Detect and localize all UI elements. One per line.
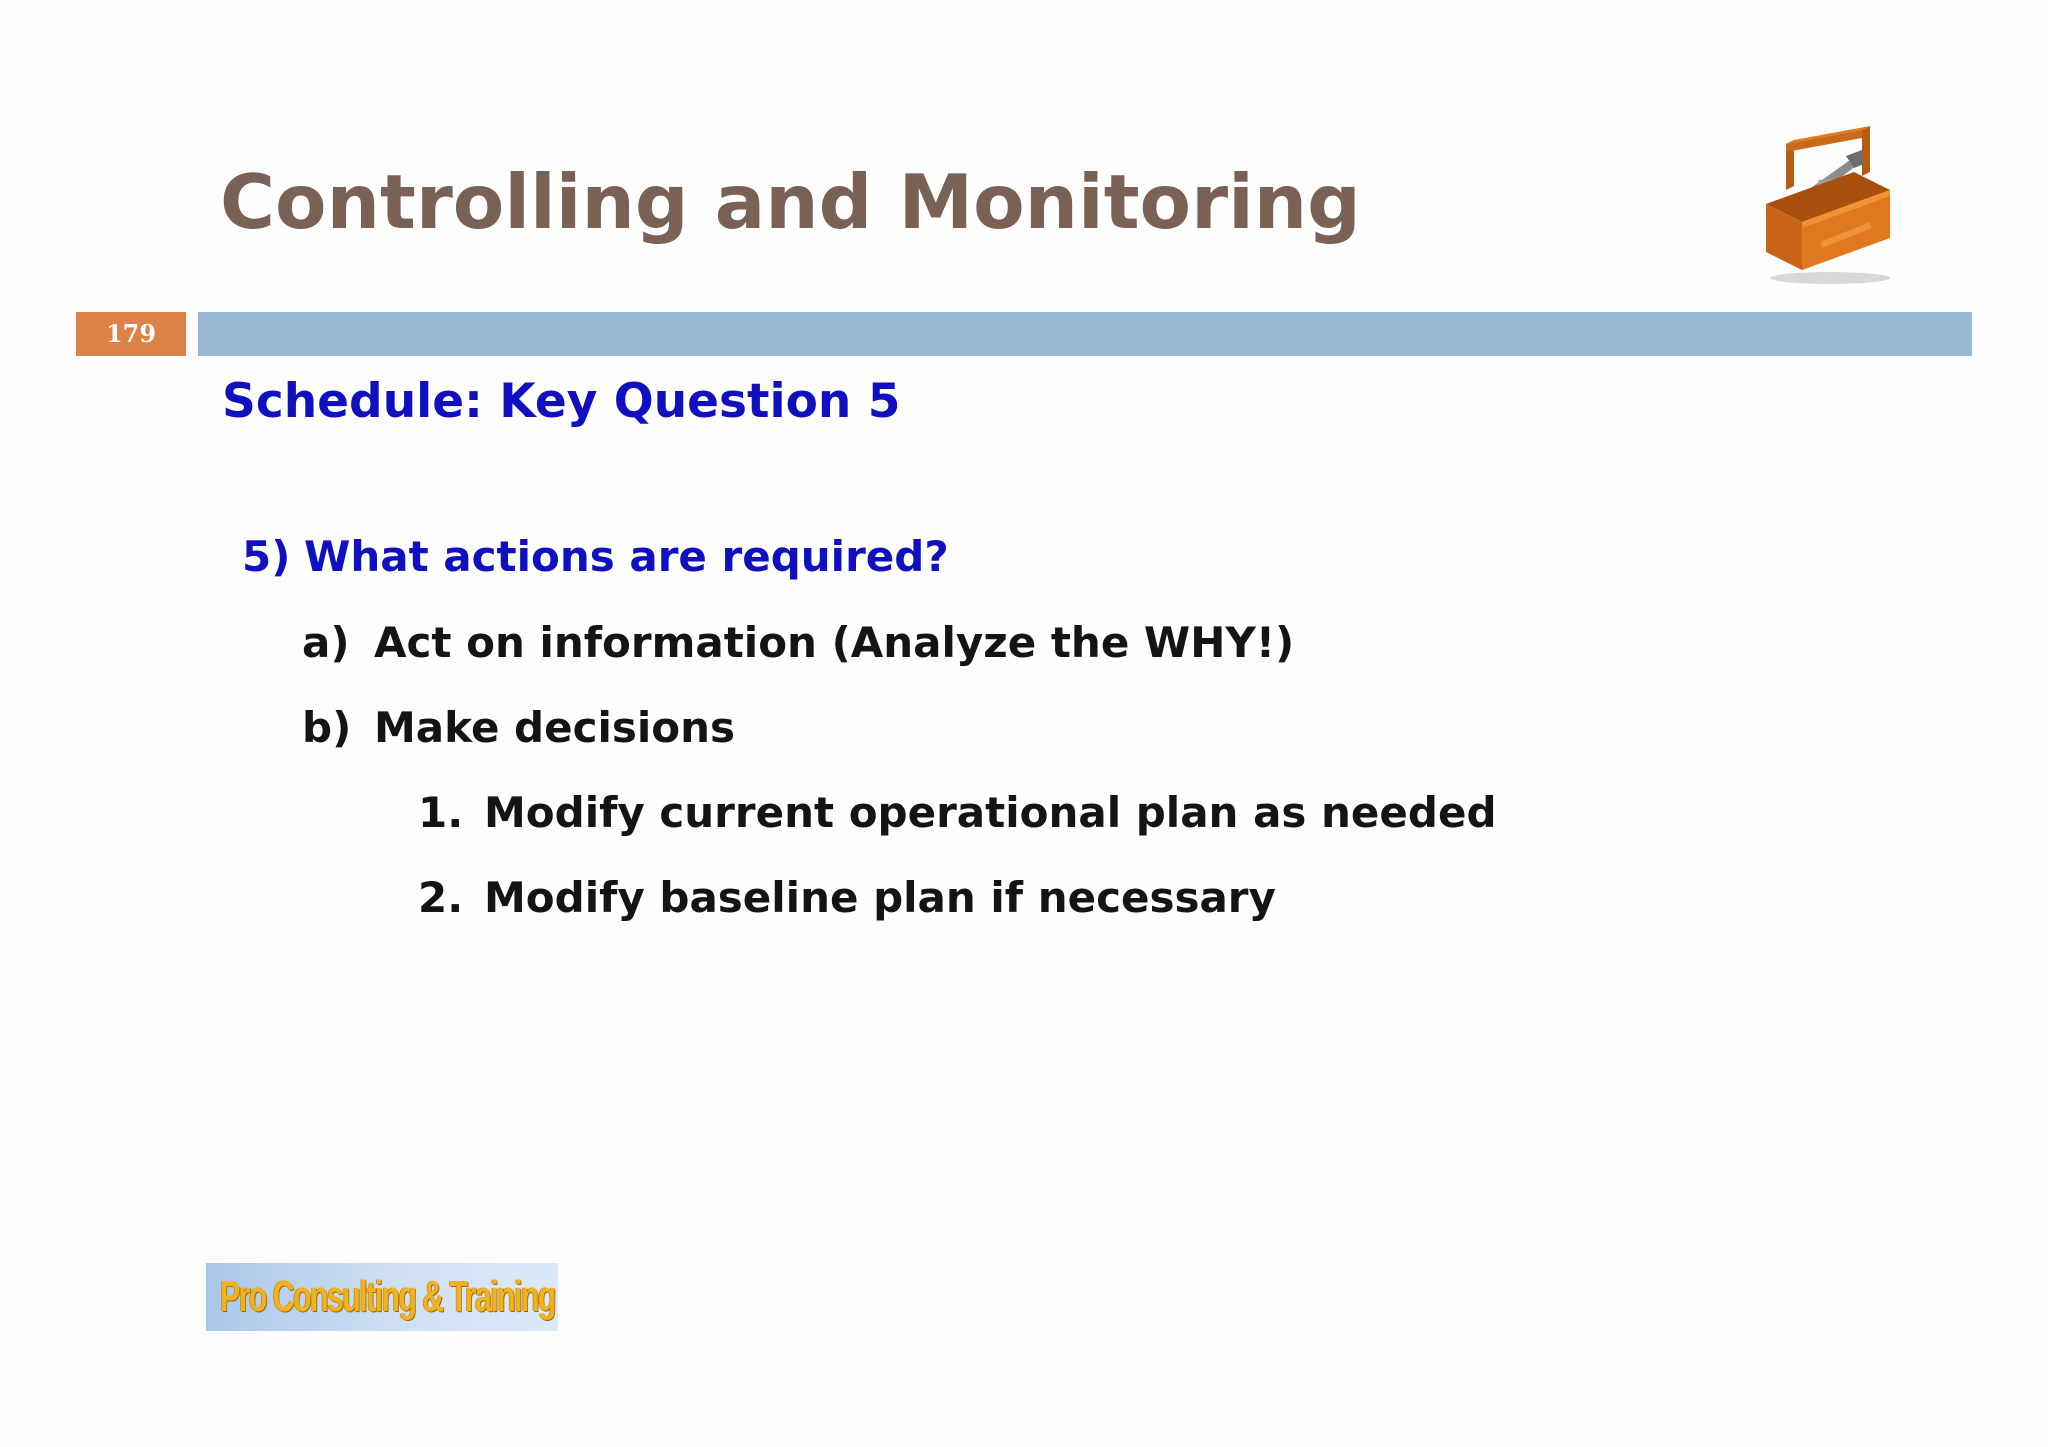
company-logo bbox=[206, 1263, 558, 1331]
list-item bbox=[302, 618, 1294, 667]
toolbox-icon bbox=[1758, 120, 1898, 290]
question-text: What actions are required? bbox=[304, 532, 949, 581]
list-item-marker: a) bbox=[302, 618, 350, 667]
slide-subtitle: Schedule: Key Question 5 bbox=[222, 374, 901, 429]
slide-number-badge: 179 bbox=[76, 312, 186, 356]
sub-list-item-text: Modify current operational plan as needed bbox=[484, 788, 1497, 837]
company-logo-text: Pro Consulting & Training bbox=[220, 1272, 555, 1322]
list-item bbox=[302, 703, 735, 752]
sub-list-item bbox=[418, 873, 1276, 922]
header-bar bbox=[198, 312, 1972, 356]
question-marker: 5) bbox=[242, 532, 291, 581]
list-item-text: Act on information (Analyze the WHY!) bbox=[374, 618, 1295, 667]
question-line bbox=[242, 532, 949, 581]
sub-list-item-marker: 2. bbox=[418, 873, 464, 922]
slide-title: Controlling and Monitoring bbox=[220, 158, 1361, 246]
list-item-marker: b) bbox=[302, 703, 352, 752]
sub-list-item bbox=[418, 788, 1497, 837]
list-item-text: Make decisions bbox=[374, 703, 736, 752]
sub-list-item-text: Modify baseline plan if necessary bbox=[484, 873, 1276, 922]
sub-list-item-marker: 1. bbox=[418, 788, 464, 837]
